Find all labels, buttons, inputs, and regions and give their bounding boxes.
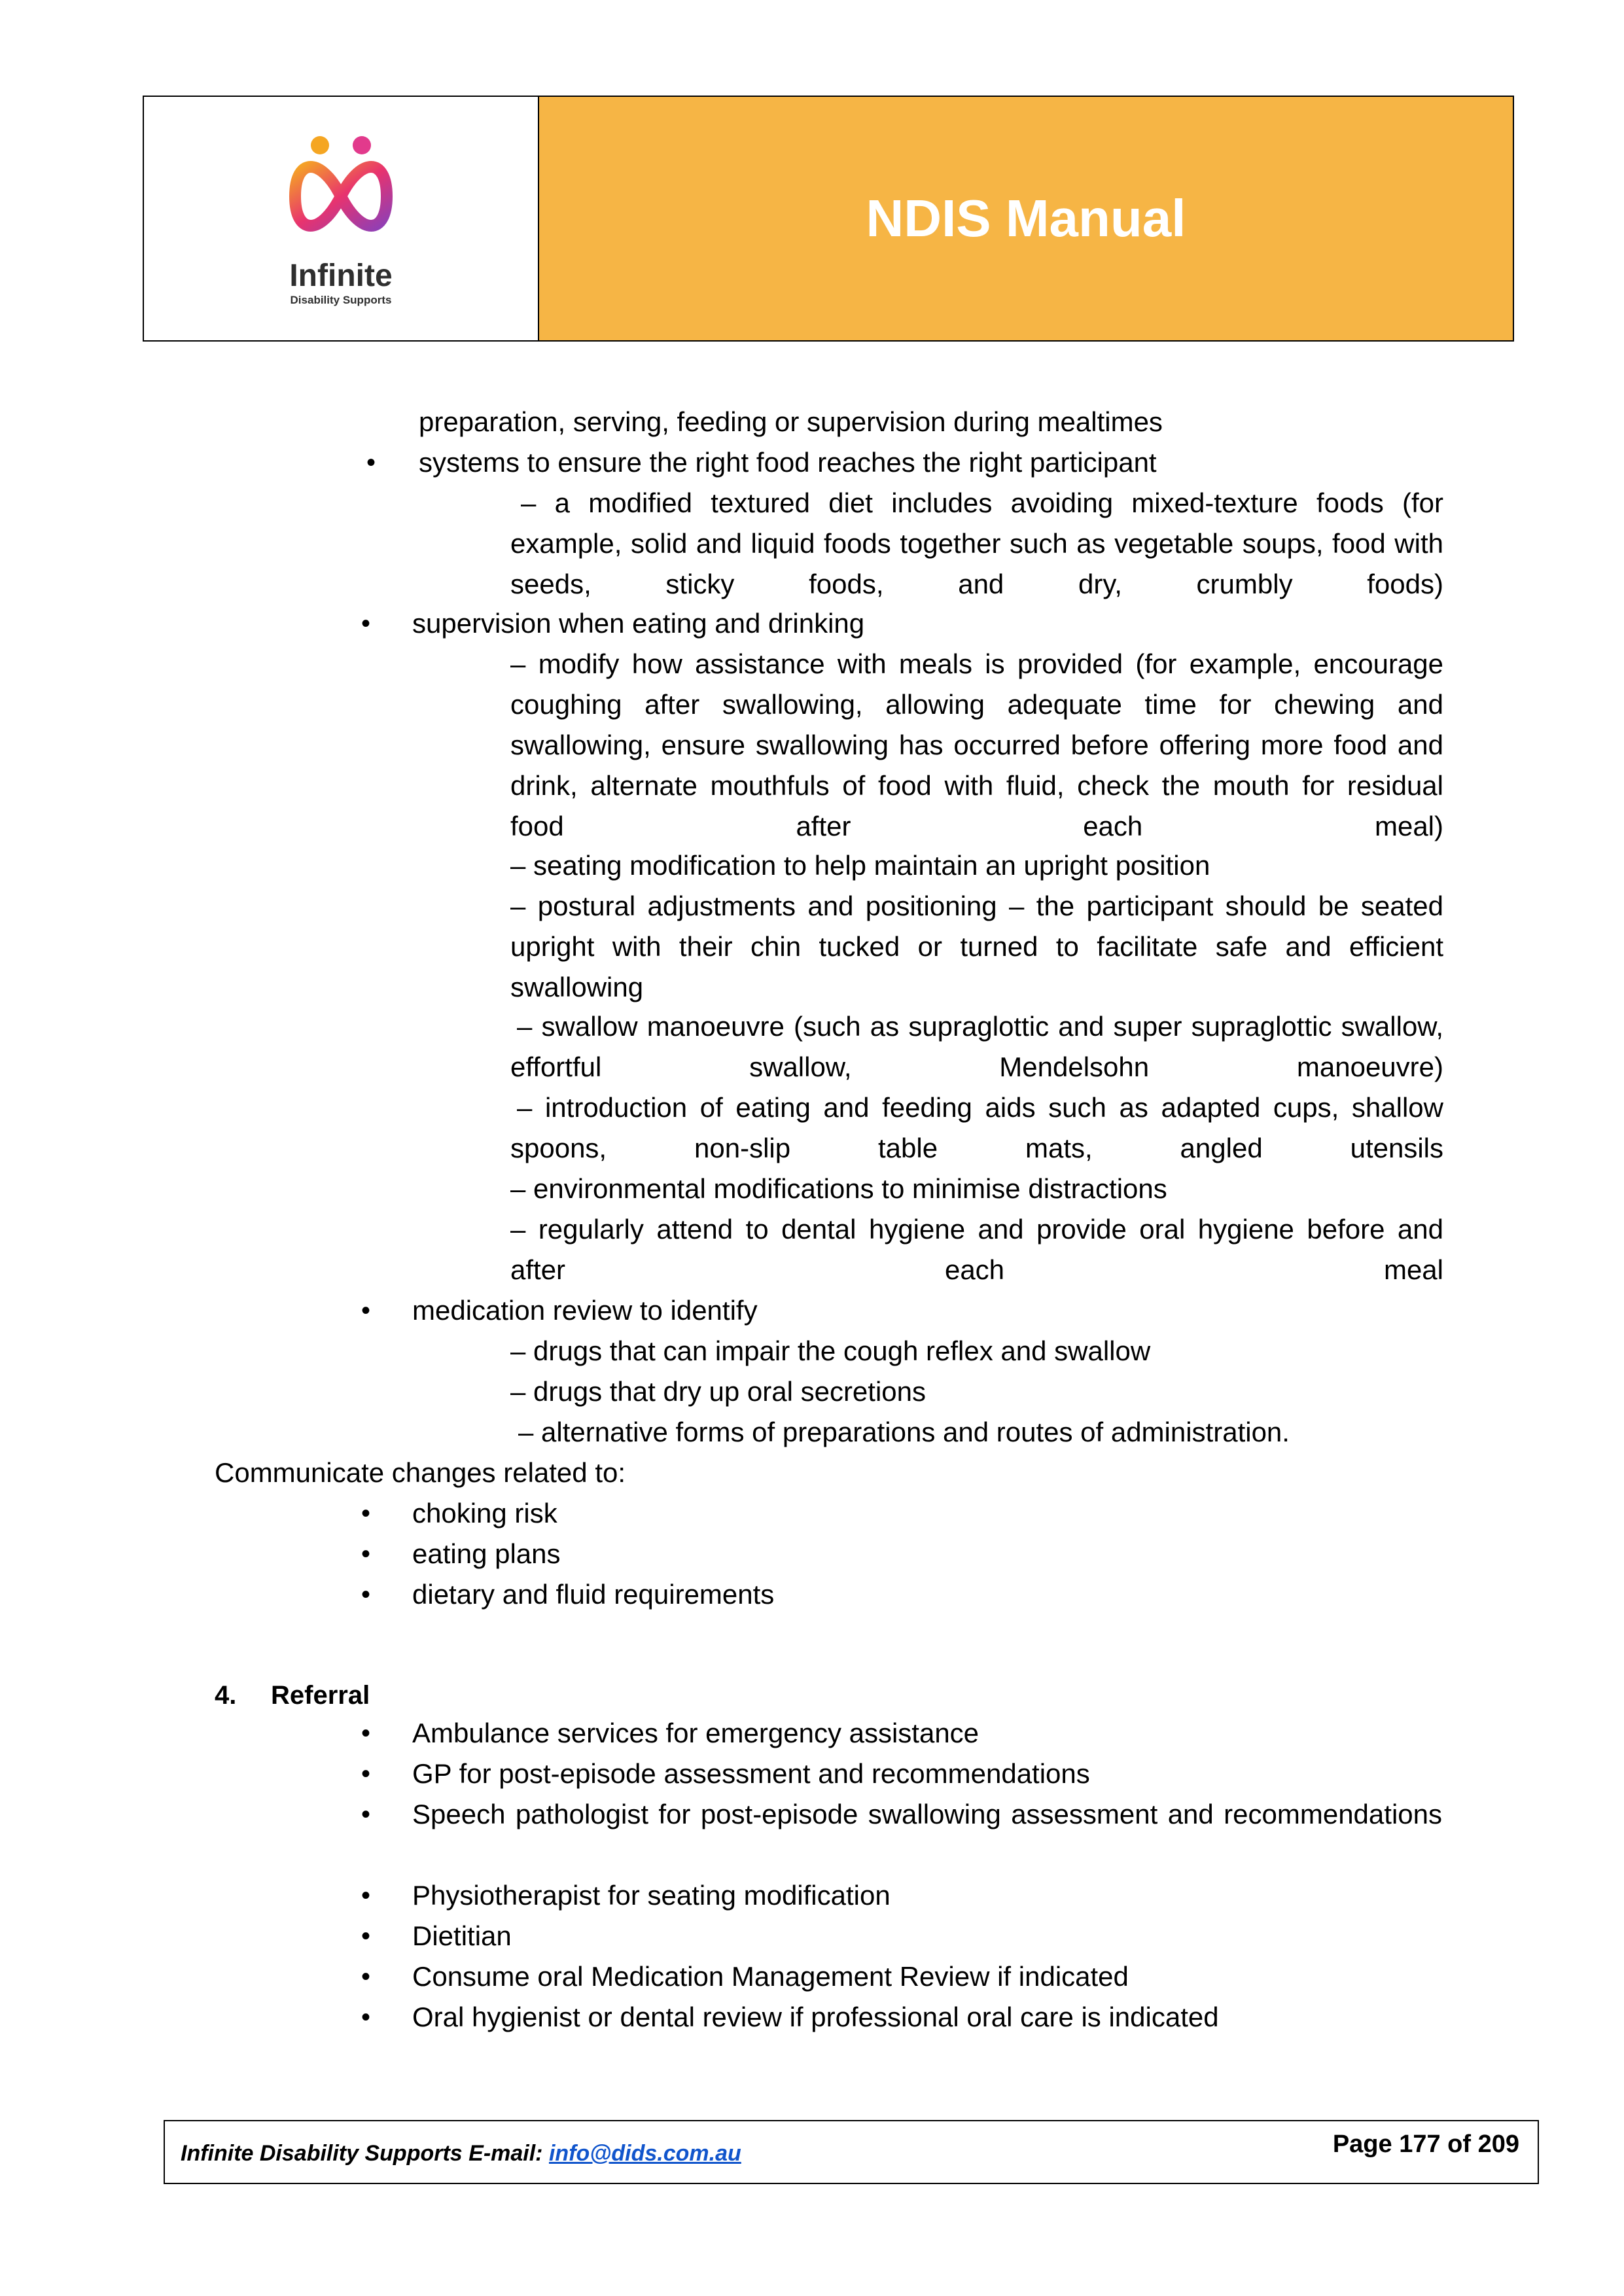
bullet: •: [361, 1881, 371, 1910]
list-item: medication review to identify: [412, 1295, 758, 1326]
list-item: Speech pathologist for post-episode swallowing assessment and recommendations: [412, 1799, 1442, 1829]
body-paragraph: – a modified textured diet includes avoiding mixed-texture foods (for example, solid and liquid foods together such as vegetable soups, food with seeds, sticky foods, and dry, crumbly foods): [510, 487, 1443, 599]
body-paragraph: – regularly attend to dental hygiene and provide oral hygiene before and after each meal: [510, 1214, 1443, 1285]
body-paragraph: – swallow manoeuvre (such as supraglottic and super supraglottic swallow, effortful swallow, Mendelsohn manoeuvre): [510, 1011, 1443, 1082]
body-line: – drugs that can impair the cough reflex and swallow: [510, 1335, 1151, 1366]
page-title: NDIS Manual: [866, 189, 1186, 247]
bullet: •: [361, 1800, 371, 1829]
body-line: – environmental modifications to minimise distractions: [510, 1173, 1167, 1204]
body-line: – alternative forms of preparations and routes of administration.: [518, 1417, 1290, 1447]
body-paragraph: – postural adjustments and positioning – the participant should be seated upright with their chin tucked or turned to facilitate safe and efficient swallowing: [510, 891, 1443, 1002]
footer-label: Infinite Disability Supports E-mail:: [181, 2141, 549, 2166]
list-item: eating plans: [412, 1538, 561, 1569]
list-item: Dietitian: [412, 1920, 512, 1951]
list-item: systems to ensure the right food reaches the right participant: [419, 447, 1157, 478]
bullet: •: [361, 1580, 371, 1609]
bullet: •: [366, 448, 376, 477]
list-item: choking risk: [412, 1498, 557, 1528]
page-footer: [164, 2120, 1539, 2184]
bullet: •: [361, 1962, 371, 1991]
bullet: •: [361, 1540, 371, 1568]
bullet: •: [361, 1499, 371, 1528]
bullet: •: [361, 1922, 371, 1951]
bullet: •: [361, 609, 371, 638]
body-line: preparation, serving, feeding or supervision during mealtimes: [419, 406, 1163, 437]
list-item: dietary and fluid requirements: [412, 1579, 775, 1610]
list-item: Physiotherapist for seating modification: [412, 1880, 891, 1911]
logo-subtitle: Disability Supports: [290, 293, 392, 306]
list-item: Ambulance services for emergency assistance: [412, 1718, 980, 1748]
footer-contact: [181, 2141, 741, 2166]
bullet: •: [361, 1719, 371, 1748]
body-paragraph: – introduction of eating and feeding aids such as adapted cups, shallow spoons, non-slip table mats, angled utensils: [510, 1092, 1443, 1163]
bullet: •: [361, 2003, 371, 2032]
list-item: supervision when eating and drinking: [412, 608, 865, 639]
email-link[interactable]: info@dids.com.au: [548, 2141, 741, 2166]
logo-word: Infinite: [289, 258, 393, 293]
body-paragraph: – modify how assistance with meals is provided (for example, encourage coughing after swallowing, allowing adequate time for chewing and swallowing, ensure swallowing has occurred before offering more food and drink, alternate mouthfuls of food with fluid, check the mouth for residual food after each meal): [510, 648, 1443, 841]
body-line: – drugs that dry up oral secretions: [510, 1376, 927, 1407]
page-number: Page 177 of 209: [1332, 2130, 1519, 2158]
section-heading: Referral: [271, 1681, 370, 1710]
section-number: 4.: [215, 1681, 237, 1710]
list-item: Consume oral Medication Management Review if indicated: [412, 1961, 1129, 1992]
communicate-heading: Communicate changes related to:: [215, 1457, 626, 1488]
list-item: GP for post-episode assessment and recommendations: [412, 1758, 1090, 1789]
bullet: •: [361, 1296, 371, 1325]
body-line: – seating modification to help maintain an upright position: [510, 850, 1210, 881]
bullet: •: [361, 1759, 371, 1788]
list-item: Oral hygienist or dental review if professional oral care is indicated: [412, 2002, 1219, 2032]
